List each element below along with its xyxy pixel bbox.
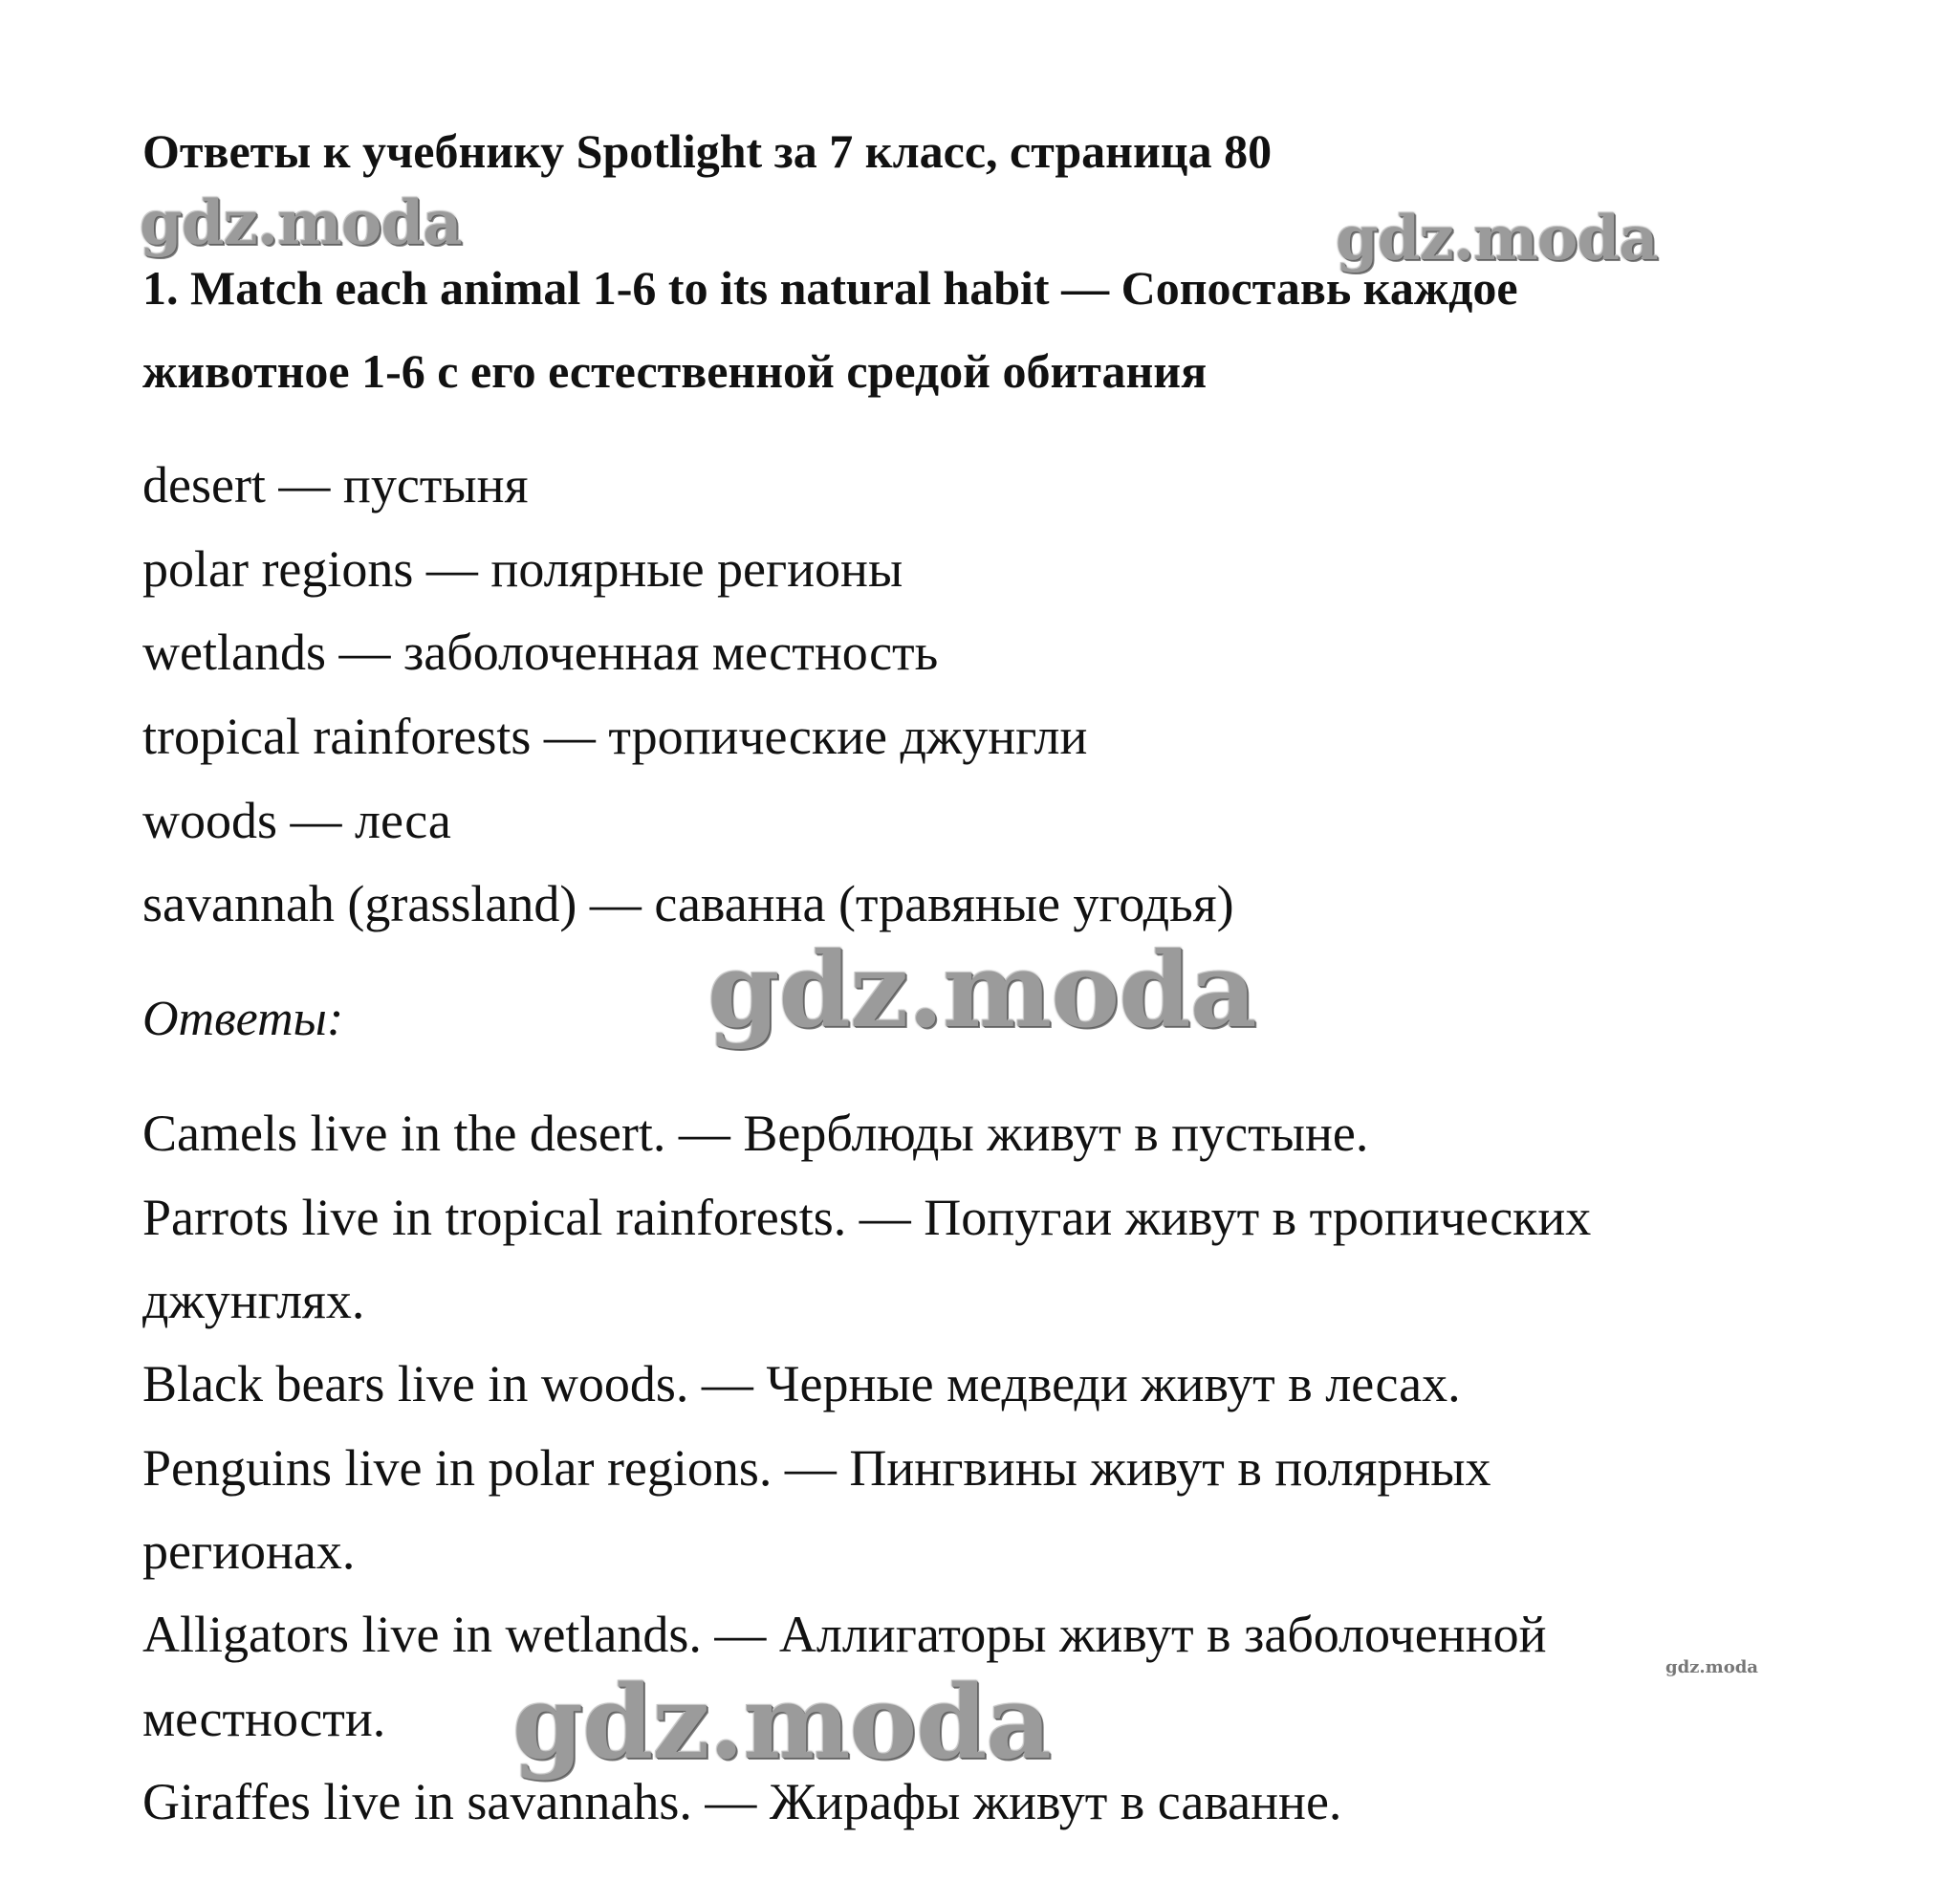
answer-line-parrots-cont: джунглях. [142,1272,365,1329]
answer-line-parrots: Parrots live in tropical rainforests. — Попугаи живут в тропических [142,1189,1592,1246]
task-heading-line-1: 1. Match each animal 1-6 to its natural habit — Сопоставь каждое [142,261,1518,315]
answers-label: Ответы: [142,992,344,1046]
vocab-item-woods: woods — леса [142,792,451,849]
answer-line-black-bears: Black bears live in woods. — Черные медведи живут в лесах. [142,1355,1461,1412]
vocab-item-tropical-rainforests: tropical rainforests — тропические джунгли [142,708,1088,765]
vocab-item-polar-regions: polar regions — полярные регионы [142,540,903,598]
page-title: Ответы к учебнику Spotlight за 7 класс, страница 80 [142,124,1273,178]
answer-line-giraffes: Giraffes live in savannahs. — Жирафы живут в саванне. [142,1773,1342,1830]
answer-line-penguins: Penguins live in polar regions. — Пингвины живут в полярных [142,1439,1491,1497]
watermark-top-left: gdz.moda [140,187,462,259]
task-heading-line-2: животное 1-6 с его естественной средой обитания [142,344,1208,398]
watermark-small: gdz.moda [1665,1657,1758,1677]
watermark-top-right: gdz.moda [1336,203,1658,274]
vocab-item-wetlands: wetlands — заболоченная местность [142,624,939,681]
vocab-item-savannah: savannah (grassland) — саванна (травяные угодья) [142,875,1234,932]
answer-line-camels: Camels live in the desert. — Верблюды живут в пустыне. [142,1105,1369,1162]
answer-line-alligators-cont: местности. [142,1690,386,1747]
answer-line-penguins-cont: регионах. [142,1522,356,1580]
answer-line-alligators: Alligators live in wetlands. — Аллигаторы живут в заболоченной [142,1606,1547,1663]
vocab-item-desert: desert — пустыня [142,456,529,514]
watermark-middle: gdz.moda [707,930,1256,1051]
watermark-bottom: gdz.moda [512,1662,1051,1782]
